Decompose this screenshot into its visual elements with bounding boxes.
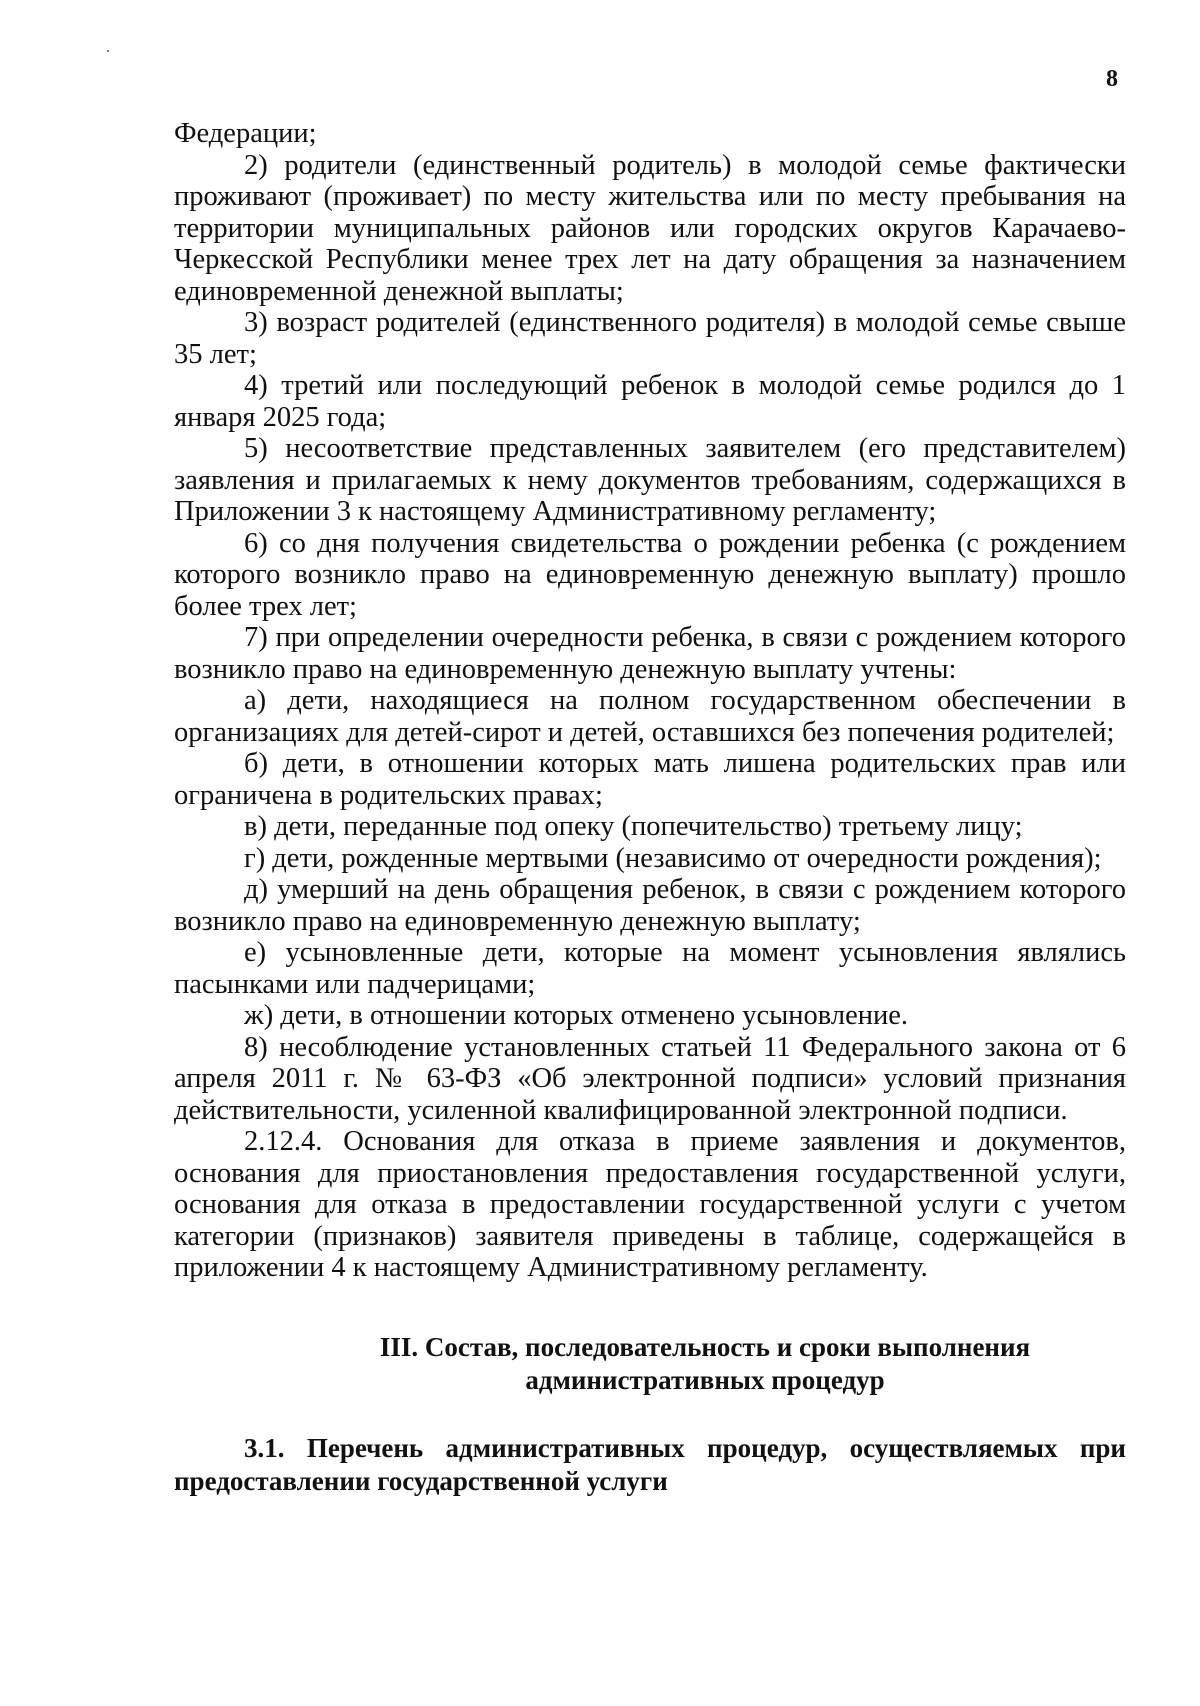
scan-speck	[107, 50, 109, 52]
paragraph: д) умерший на день обращения ребенок, в связи с рождением которого возникло право на единовременную денежную выплату;	[174, 874, 1126, 937]
subsection-title: 3.1. Перечень административных процедур, осуществляемых при предоставлении государственной услуги	[174, 1432, 1126, 1496]
page-number: 8	[1106, 66, 1118, 92]
paragraph: 3) возраст родителей (единственного родителя) в молодой семье свыше 35 лет;	[174, 307, 1126, 370]
paragraph: г) дети, рожденные мертвыми (независимо от очередности рождения);	[244, 842, 1102, 874]
paragraph: е) усыновленные дети, которые на момент усыновления являлись пасынками или падчерицами;	[174, 937, 1126, 1000]
section-title-line: административных процедур	[525, 1364, 885, 1395]
paragraph: 4) третий или последующий ребенок в молодой семье родился до 1 января 2025 года;	[174, 370, 1126, 433]
paragraph: б) дети, в отношении которых мать лишена родительских прав или ограничена в родительских правах;	[174, 748, 1126, 811]
paragraph: ж) дети, в отношении которых отменено усыновление.	[244, 1000, 909, 1031]
paragraph: в) дети, переданные под опеку (попечительство) третьему лицу;	[244, 811, 1023, 842]
paragraph: Федерации;	[174, 118, 317, 149]
paragraph: 8) несоблюдение установленных статьей 11 Федерального закона от 6 апреля 2011 г. № 63-ФЗ «Об электронной подписи» условий признания действительности, усиленной квалифицированной электронной подписи.	[174, 1031, 1126, 1126]
section-title	[174, 1331, 1126, 1397]
document-body	[174, 118, 1126, 1498]
paragraph: 7) при определении очередности ребенка, в связи с рождением которого возникло право на единовременную денежную выплату учтены:	[174, 622, 1126, 685]
paragraph: 5) несоответствие представленных заявителем (его представителем) заявления и прилагаемых к нему документов требованиям, содержащихся в Приложении 3 к настоящему Административному регламенту;	[174, 433, 1126, 527]
paragraph: 2.12.4. Основания для отказа в приеме заявления и документов, основания для приостановления предоставления государственной услуги, основания для отказа в предоставлении государственной услуги с учетом категории (признаков) заявителя приведены в таблице, содержащейся в приложении 4 к настоящему Административному регламенту.	[174, 1126, 1126, 1283]
paragraph: 6) со дня получения свидетельства о рождении ребенка (с рождением которого возникло право на единовременную денежную выплату) прошло более трех лет;	[174, 527, 1126, 622]
paragraph: а) дети, находящиеся на полном государственном обеспечении в организациях для детей-сирот и детей, оставшихся без попечения родителей;	[174, 685, 1126, 748]
section-title-line: III. Состав, последовательность и сроки выполнения	[379, 1331, 1031, 1362]
paragraph: 2) родители (единственный родитель) в молодой семье фактически проживают (проживает) по месту жительства или по месту пребывания на территории муниципальных районов или городских округов Карачаево-Черкесской Республики менее трех лет на дату обращения за назначением единовременной денежной выплаты;	[174, 149, 1126, 307]
